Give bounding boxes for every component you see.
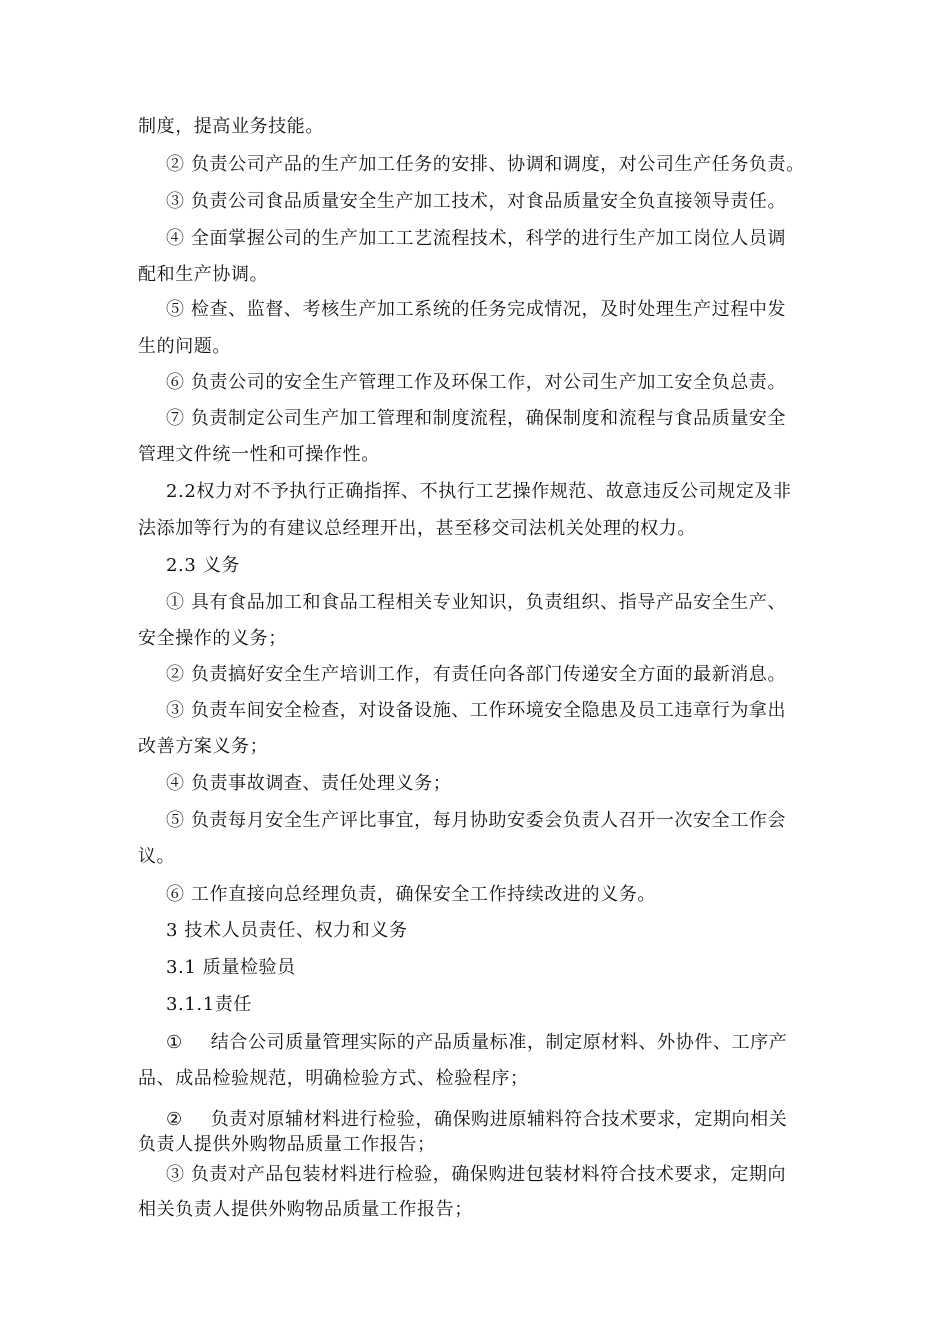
text-line: 相关负责人提供外购物品质量工作报告； (138, 1199, 473, 1220)
text-line: 改善方案义务； (138, 736, 269, 757)
section-heading: 3 技术人员责任、权力和义务 (166, 920, 408, 941)
section-heading: 2.3 义务 (166, 555, 240, 576)
text-line (166, 1030, 787, 1056)
text-line: 品、成品检验规范，明确检验方式、检验程序； (138, 1068, 529, 1089)
item-marker: ② (166, 1109, 183, 1130)
section-heading: 3.1.1责任 (166, 994, 252, 1015)
item-marker: ① (166, 1032, 183, 1053)
text-line: 生的问题。 (138, 336, 231, 357)
text-line: ② 负责公司产品的生产加工任务的安排、协调和调度，对公司生产任务负责。 (166, 154, 805, 175)
text-line: ④ 负责事故调查、责任处理义务； (166, 773, 452, 794)
text-line: ⑤ 检查、监督、考核生产加工系统的任务完成情况，及时处理生产过程中发 (166, 299, 787, 320)
text-line: 制度，提高业务技能。 (138, 116, 324, 137)
text-line: 议。 (138, 846, 176, 867)
text-line: ① 具有食品加工和食品工程相关专业知识，负责组织、指导产品安全生产、 (166, 592, 787, 613)
text-line: 法添加等行为的有建议总经理开出，甚至移交司法机关处理的权力。 (138, 518, 696, 539)
text-line: ⑥ 负责公司的安全生产管理工作及环保工作，对公司生产加工安全负总责。 (166, 372, 787, 393)
text-line: ⑤ 负责每月安全生产评比事宜，每月协助安委会负责人召开一次安全工作会 (166, 810, 787, 831)
text-line: ⑦ 负责制定公司生产加工管理和制度流程，确保制度和流程与食品质量安全 (166, 408, 787, 429)
text-line: 2.2权力对不予执行正确指挥、不执行工艺操作规范、故意违反公司规定及非 (166, 481, 792, 502)
text-line: 管理文件统一性和可操作性。 (138, 444, 380, 465)
text-line: 安全操作的义务； (138, 628, 287, 649)
text-line: ② 负责搞好安全生产培训工作，有责任向各部门传递安全方面的最新消息。 (166, 664, 787, 685)
item-text: 负责对原辅材料进行检验，确保购进原辅料符合技术要求，定期向相关 (210, 1109, 788, 1130)
text-line: ③ 负责车间安全检查，对设备设施、工作环境安全隐患及员工违章行为拿出 (166, 700, 787, 721)
text-line (166, 1107, 787, 1133)
section-heading: 3.1 质量检验员 (166, 957, 296, 978)
text-line: ③ 负责对产品包装材料进行检验，确保购进包装材料符合技术要求，定期向 (166, 1164, 787, 1185)
text-line: ⑥ 工作直接向总经理负责，确保安全工作持续改进的义务。 (166, 884, 656, 905)
item-text: 结合公司质量管理实际的产品质量标准，制定原材料、外协件、工序产 (210, 1032, 788, 1053)
text-line: 负责人提供外购物品质量工作报告； (138, 1134, 436, 1155)
text-line: 配和生产协调。 (138, 264, 269, 285)
text-line: ③ 负责公司食品质量安全生产加工技术，对食品质量安全负直接领导责任。 (166, 191, 787, 212)
text-line: ④ 全面掌握公司的生产加工工艺流程技术，科学的进行生产加工岗位人员调 (166, 228, 787, 249)
